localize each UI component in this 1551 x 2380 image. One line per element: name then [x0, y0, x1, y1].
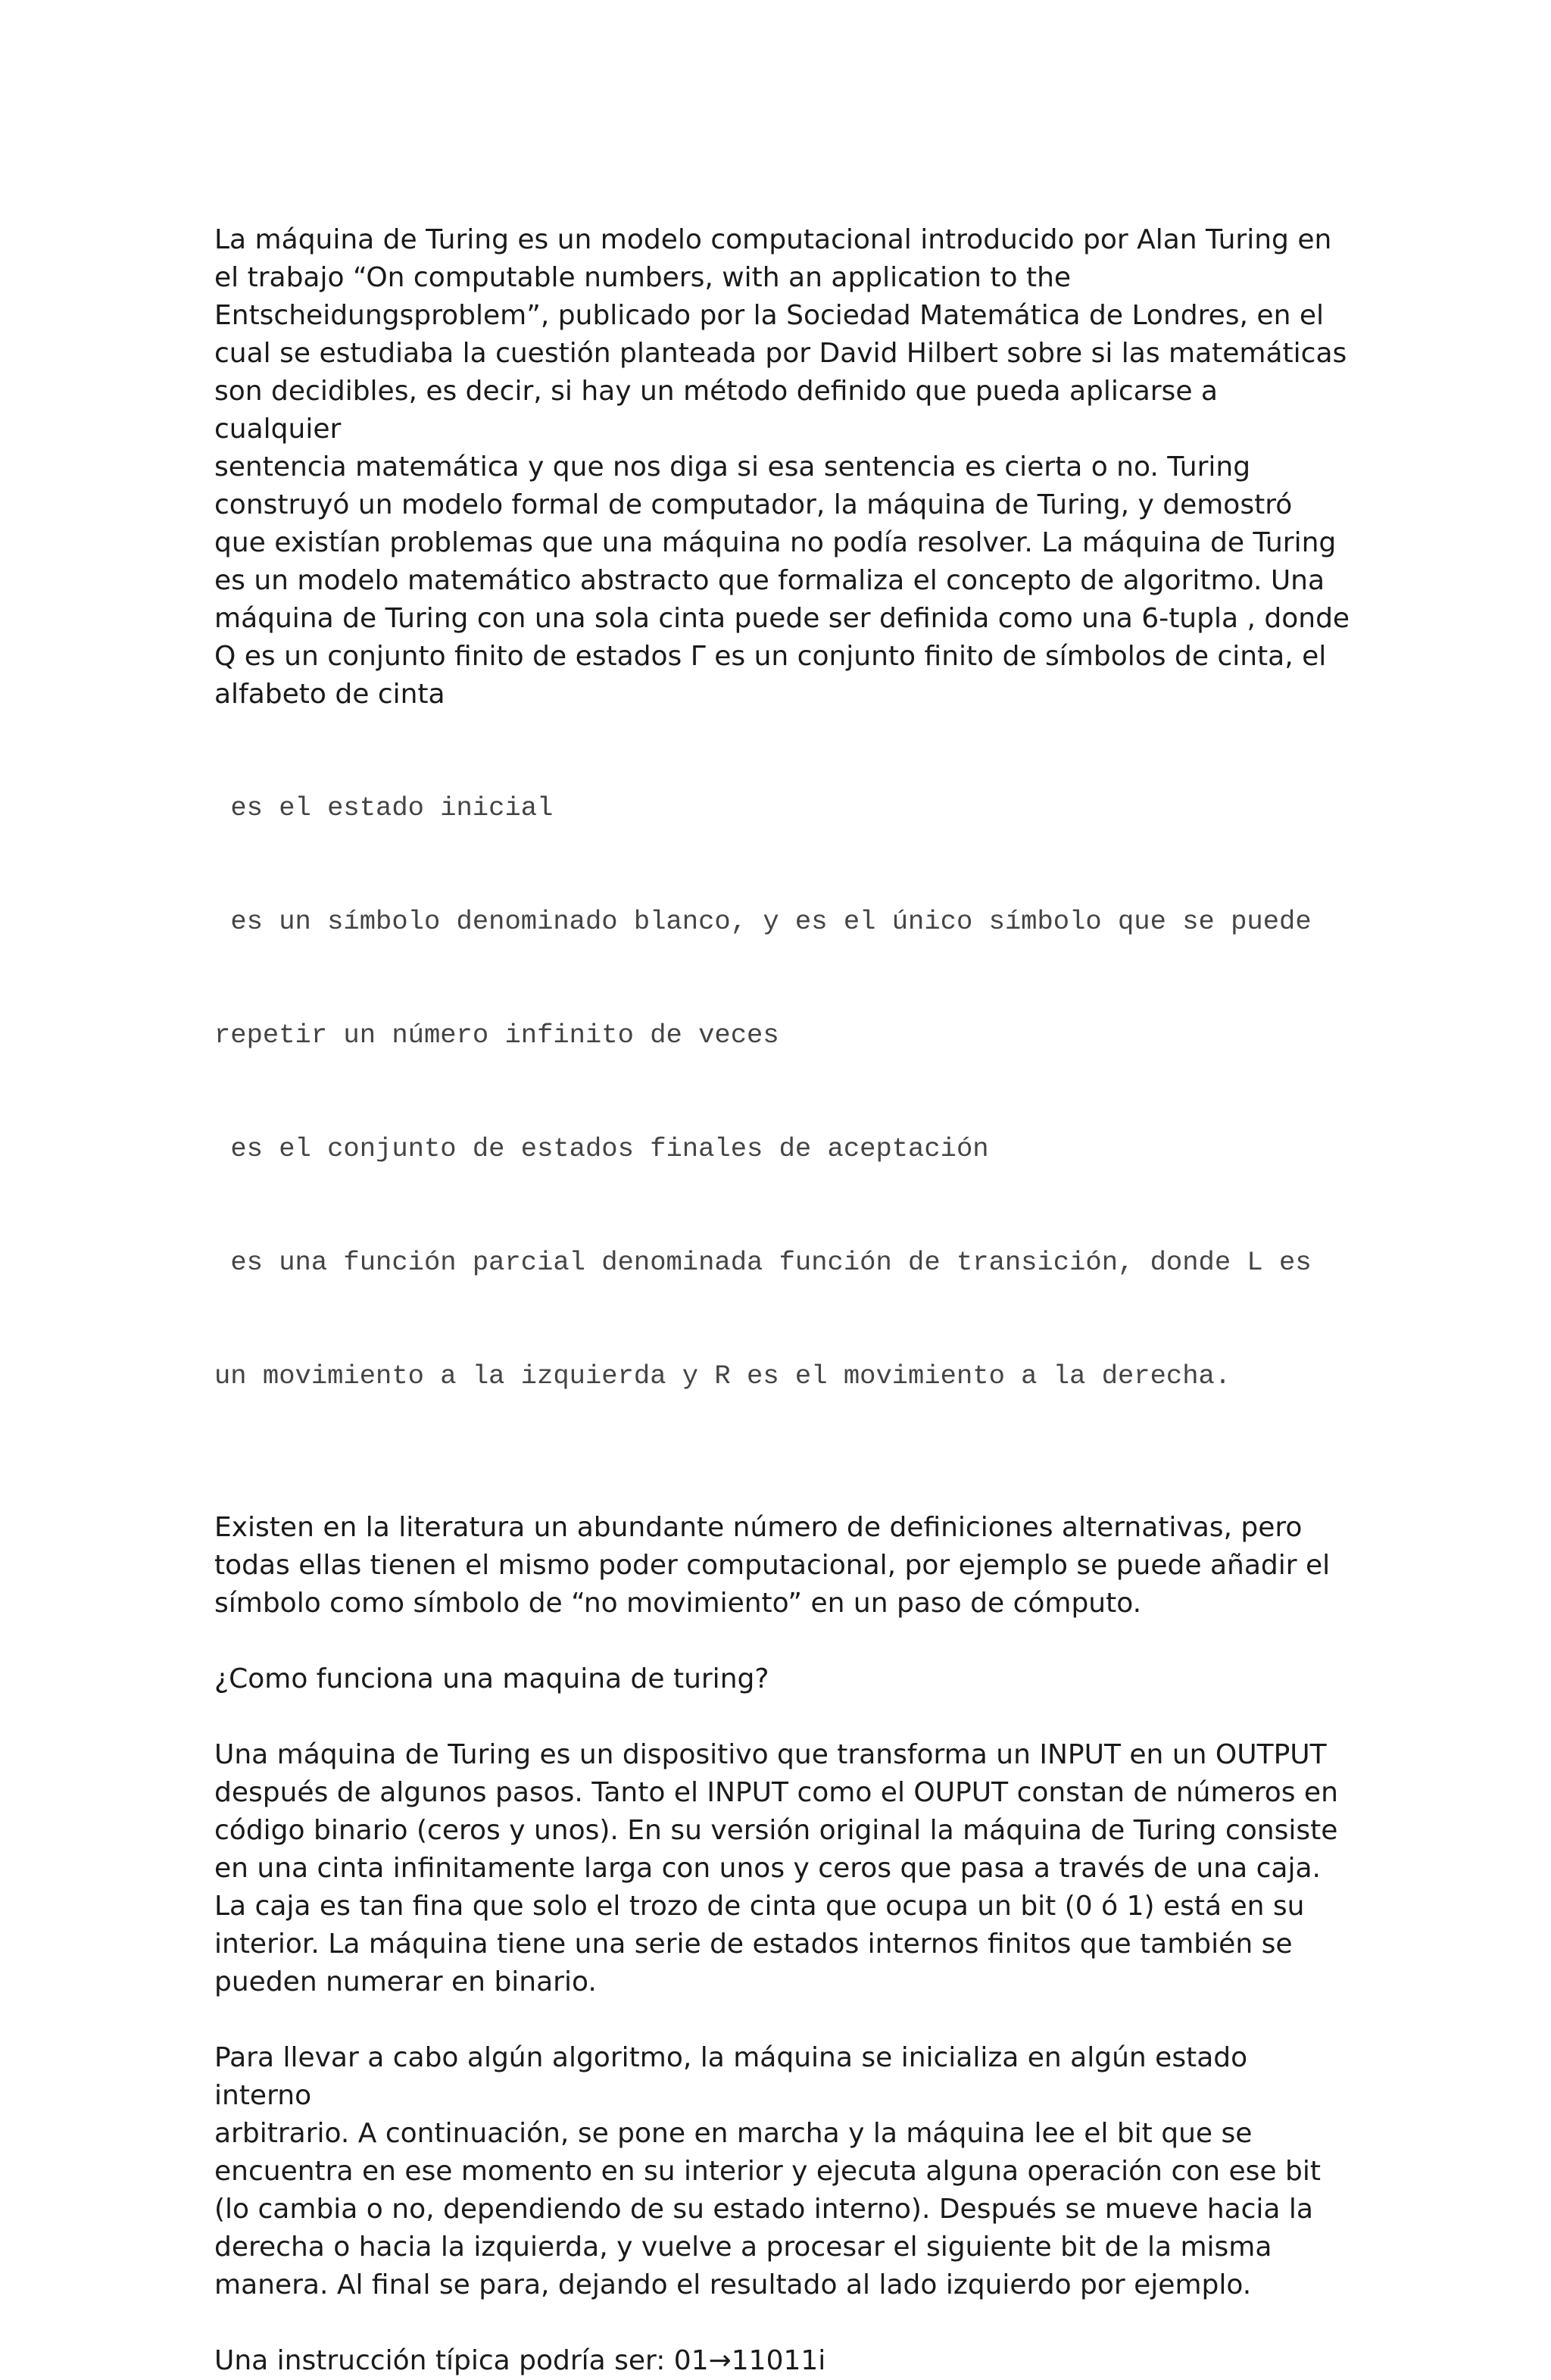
text-line: código binario (ceros y unos). En su versión original la máquina de Turing consiste — [214, 1815, 1338, 1846]
text-line: encuentra en ese momento en su interior y ejecuta alguna operación con ese bit — [214, 2156, 1321, 2187]
text-line: interior. La máquina tiene una serie de estados internos finitos que también se — [214, 1929, 1293, 1960]
definition-line: un movimiento a la izquierda y R es el movimiento a la derecha. — [214, 1360, 1231, 1391]
definition-line: es el conjunto de estados finales de aceptación — [214, 1133, 989, 1164]
text-line: cual se estudiaba la cuestión planteada por David Hilbert sobre si las matemáticas — [214, 338, 1347, 369]
text-line: Para llevar a cabo algún algoritmo, la máquina se inicializa en algún estado interno — [214, 2042, 1248, 2111]
paragraph-spacer — [214, 1471, 1350, 1509]
text-line: Una máquina de Turing es un dispositivo que transforma un INPUT en un OUTPUT — [214, 1739, 1327, 1770]
text-line: en una cinta infinitamente larga con unos y ceros que pasa a través de una caja. — [214, 1853, 1321, 1884]
text-line: alfabeto de cinta — [214, 679, 445, 710]
text-line: La caja es tan fina que solo el trozo de cinta que ocupa un bit (0 ó 1) está en su — [214, 1891, 1305, 1922]
algorithm-paragraph — [214, 2039, 1350, 2304]
text-line: derecha o hacia la izquierda, y vuelve a procesar el siguiente bit de la misma — [214, 2232, 1272, 2263]
definition-line: repetir un número infinito de veces — [214, 1020, 779, 1051]
definition-line: es un símbolo denominado blanco, y es el único símbolo que se puede — [214, 906, 1312, 937]
text-line: arbitrario. A continuación, se pone en marcha y la máquina lee el bit que se — [214, 2118, 1253, 2149]
text-line: máquina de Turing con una sola cinta puede ser definida como una 6-tupla , donde — [214, 603, 1350, 634]
text-line: La máquina de Turing es un modelo computacional introducido por Alan Turing en — [214, 224, 1332, 255]
text-line: construyó un modelo formal de computador, la máquina de Turing, y demostró — [214, 489, 1293, 520]
text-line: pueden numerar en binario. — [214, 1966, 597, 1997]
definition-line: es el estado inicial — [214, 792, 554, 823]
document-page — [214, 221, 1350, 2380]
alternatives-paragraph — [214, 1509, 1350, 1623]
intro-paragraph — [214, 221, 1350, 714]
text-line: es un modelo matemático abstracto que formaliza el concepto de algoritmo. Una — [214, 565, 1325, 596]
text-line: (lo cambia o no, dependiendo de su estado interno). Después se mueve hacia la — [214, 2194, 1313, 2225]
text-line: el trabajo “On computable numbers, with an application to the — [214, 262, 1072, 293]
text-line: Q es un conjunto finito de estados Γ es un conjunto finito de símbolos de cinta, el — [214, 641, 1327, 672]
text-line: Existen en la literatura un abundante número de definiciones alternativas, pero — [214, 1512, 1303, 1543]
text-line: símbolo como símbolo de “no movimiento” en un paso de cómputo. — [214, 1588, 1142, 1619]
paragraph-spacer — [214, 1698, 1350, 1736]
text-line: son decidibles, es decir, si hay un método definido que pueda aplicarse a cualquier — [214, 376, 1218, 445]
section-question: ¿Como funciona una maquina de turing? — [214, 1663, 769, 1694]
paragraph-spacer — [214, 2304, 1350, 2342]
explanation-paragraph — [214, 1736, 1350, 2001]
text-line: después de algunos pasos. Tanto el INPUT como el OUPUT constan de números en — [214, 1777, 1338, 1808]
instruction-example: Una instrucción típica podría ser: 01→11011i — [214, 2345, 826, 2376]
text-line: Entscheidungsproblem”, publicado por la Sociedad Matemática de Londres, en el — [214, 300, 1324, 331]
text-line: sentencia matemática y que nos diga si esa sentencia es cierta o no. Turing — [214, 451, 1251, 483]
text-line: todas ellas tienen el mismo poder computacional, por ejemplo se puede añadir el — [214, 1550, 1331, 1581]
definition-line: es una función parcial denominada función de transición, donde L es — [214, 1247, 1312, 1278]
paragraph-spacer — [214, 1623, 1350, 1660]
text-line: que existían problemas que una máquina no podía resolver. La máquina de Turing — [214, 527, 1337, 558]
definition-list — [214, 714, 1350, 1471]
text-line: manera. Al final se para, dejando el resultado al lado izquierdo por ejemplo. — [214, 2269, 1252, 2300]
